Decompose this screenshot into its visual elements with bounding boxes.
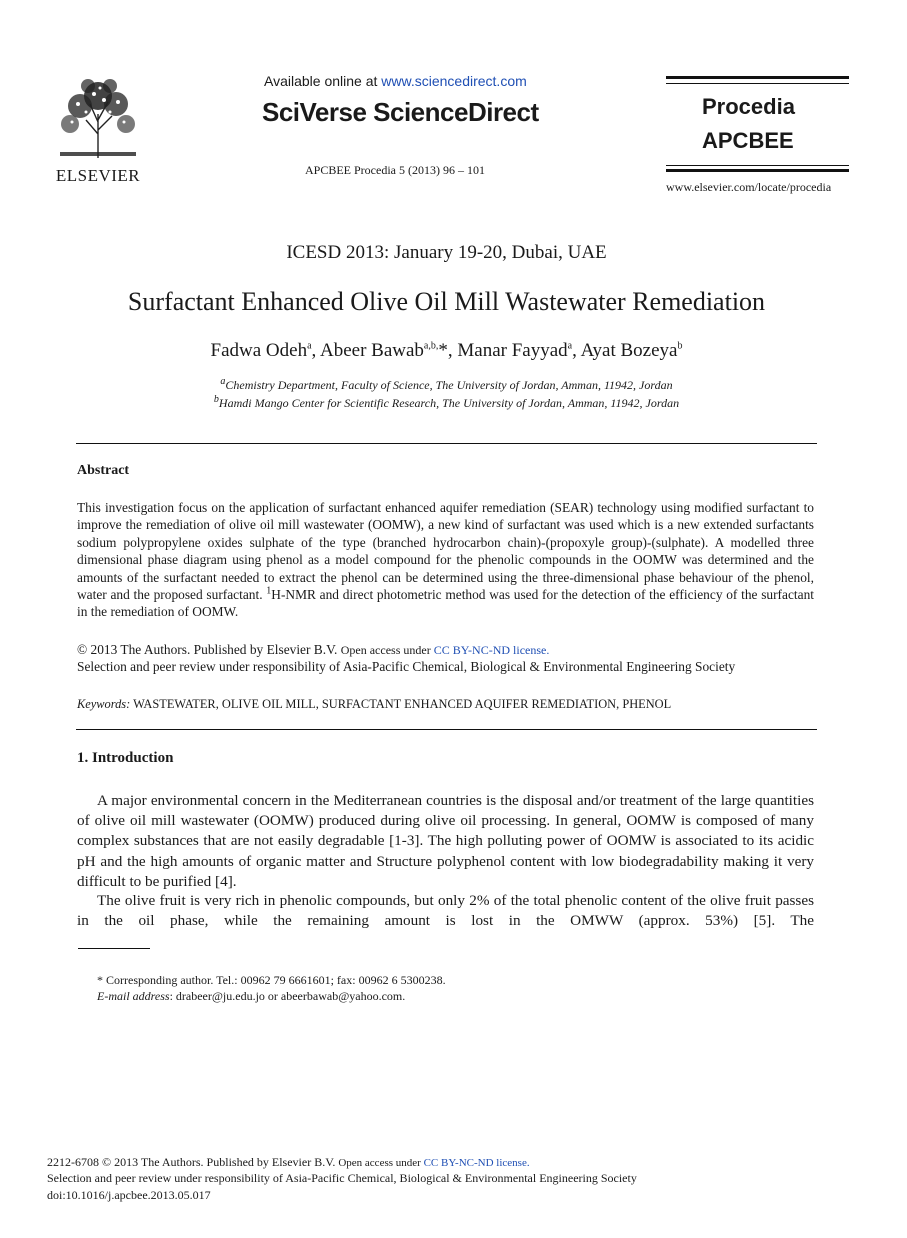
abstract-bottom-divider: [76, 729, 817, 730]
abstract-body: This investigation focus on the application of surfactant enhanced aquifer remediation (SEAR) technology using modified surfactant to improve the remediation of olive oil mill wastewater (OOMW), a new kind of surfactant was used which is a new extended surfactants sodium polypropylene oxides sulphate of the type (branched hydrocarbon chain)-(propoxyle group)-(sulphate). A modelled three dimensional phase diagram using phenol as a model compound for the phenolic compounds in the OOMW was determined and the amounts of the surfactant needed to extract the phenol can be determined using the three-dimensional phase behaviour of the phenol, water and the proposed surfactant. $^1$H-NMR and direct photometric method was used for the detection of the efficiency of the surfactant in the remediation of OOMW.: [77, 500, 814, 620]
journal-url[interactable]: www.elsevier.com/locate/procedia: [666, 180, 832, 194]
journal-citation: APCBEE Procedia 5 (2013) 96 – 101: [305, 163, 485, 177]
keywords-label: Keywords:: [77, 697, 131, 711]
abstract-heading: Abstract: [77, 463, 130, 478]
publisher-name: ELSEVIER: [55, 166, 141, 185]
author: Abeer Bawab$^{a,b,}$*,: [319, 340, 458, 361]
available-online: [264, 73, 527, 89]
footnote-corresponding: * Corresponding author. Tel.: 00962 79 6661601; fax: 00962 6 5300238.: [97, 973, 446, 987]
elsevier-tree-icon: [50, 74, 146, 160]
conference-line: ICESD 2013: January 19-20, Dubai, UAE: [286, 242, 607, 263]
journal-box-bottom-rule-2: [666, 169, 849, 172]
affiliation-a: $^a$Chemistry Department, Faculty of Science, The University of Jordan, Amman, 11942, Jordan: [220, 376, 673, 392]
sciencedirect-link[interactable]: www.sciencedirect.com: [381, 73, 527, 89]
paper-title: Surfactant Enhanced Olive Oil Mill Wastewater Remediation: [127, 287, 766, 316]
issn-line: 2212-6708 © 2013 The Authors. Published by Elsevier B.V. Open access under CC BY-NC-ND license.: [47, 1155, 530, 1169]
journal-box-bottom-rule: [666, 165, 849, 166]
journal-box-top-rule: [666, 76, 849, 79]
platform-name: SciVerse ScienceDirect: [262, 97, 539, 127]
author: Manar Fayyad$^a$,: [457, 340, 581, 361]
journal-title-line2: APCBEE: [702, 128, 794, 153]
affiliation-b: $^b$Hamdi Mango Center for Scientific Research, The University of Jordan, Amman, 11942, Jordan: [213, 394, 680, 410]
author-list: [0, 340, 893, 362]
intro-paragraph-2: The olive fruit is very rich in phenolic compounds, but only 2% of the total phenolic content of the olive fruit passes in the oil phase, while the remaining amount is lost in the OMWW (approx. 53%) [5]. The: [77, 892, 814, 930]
intro-paragraph-1: A major environmental concern in the Mediterranean countries is the disposal and/or treatment of the large quantities of olive oil mill wastewater (OOMW) produced during olive oil processing. In general, OOMW is composed of many complex substances that are not easily degradable [1-3]. The high polluting power of OOMW is associated to its acidic pH and the high amounts of organic matter and Structure polyphenol content with low biodegradability making it very difficult to be purified [4].: [77, 792, 814, 890]
author: Ayat Bozeya$^b$: [580, 340, 683, 361]
journal-box-top-rule-2: [666, 83, 849, 84]
available-prefix: Available online at: [264, 73, 382, 89]
doi-line[interactable]: doi:10.1016/j.apcbee.2013.05.017: [47, 1188, 211, 1202]
keywords-line: Keywords: WASTEWATER, OLIVE OIL MILL, SURFACTANT ENHANCED AQUIFER REMEDIATION, PHENOL: [77, 697, 672, 711]
bottom-selection-line: Selection and peer review under responsibility of Asia-Pacific Chemical, Biological & Environmental Engineering Society: [47, 1171, 637, 1185]
author: Fadwa Odeh$^a$,: [210, 340, 320, 361]
footnote-email: E-mail address: drabeer@ju.edu.jo or abeerbawab@yahoo.com.: [97, 989, 406, 1003]
footnote-divider: [78, 948, 150, 949]
bottom-license-link[interactable]: CC BY-NC-ND license.: [423, 1157, 530, 1169]
introduction-heading: 1. Introduction: [77, 750, 174, 766]
elsevier-logo: [50, 74, 146, 185]
license-link[interactable]: CC BY-NC-ND license.: [433, 643, 550, 657]
abstract-top-divider: [76, 443, 817, 444]
copyright-line: © 2013 The Authors. Published by Elsevier B.V. Open access under CC BY-NC-ND license.: [77, 642, 550, 657]
selection-line: Selection and peer review under responsibility of Asia-Pacific Chemical, Biological & Environmental Engineering Society: [77, 659, 736, 674]
journal-title-line1: Procedia: [702, 94, 795, 119]
